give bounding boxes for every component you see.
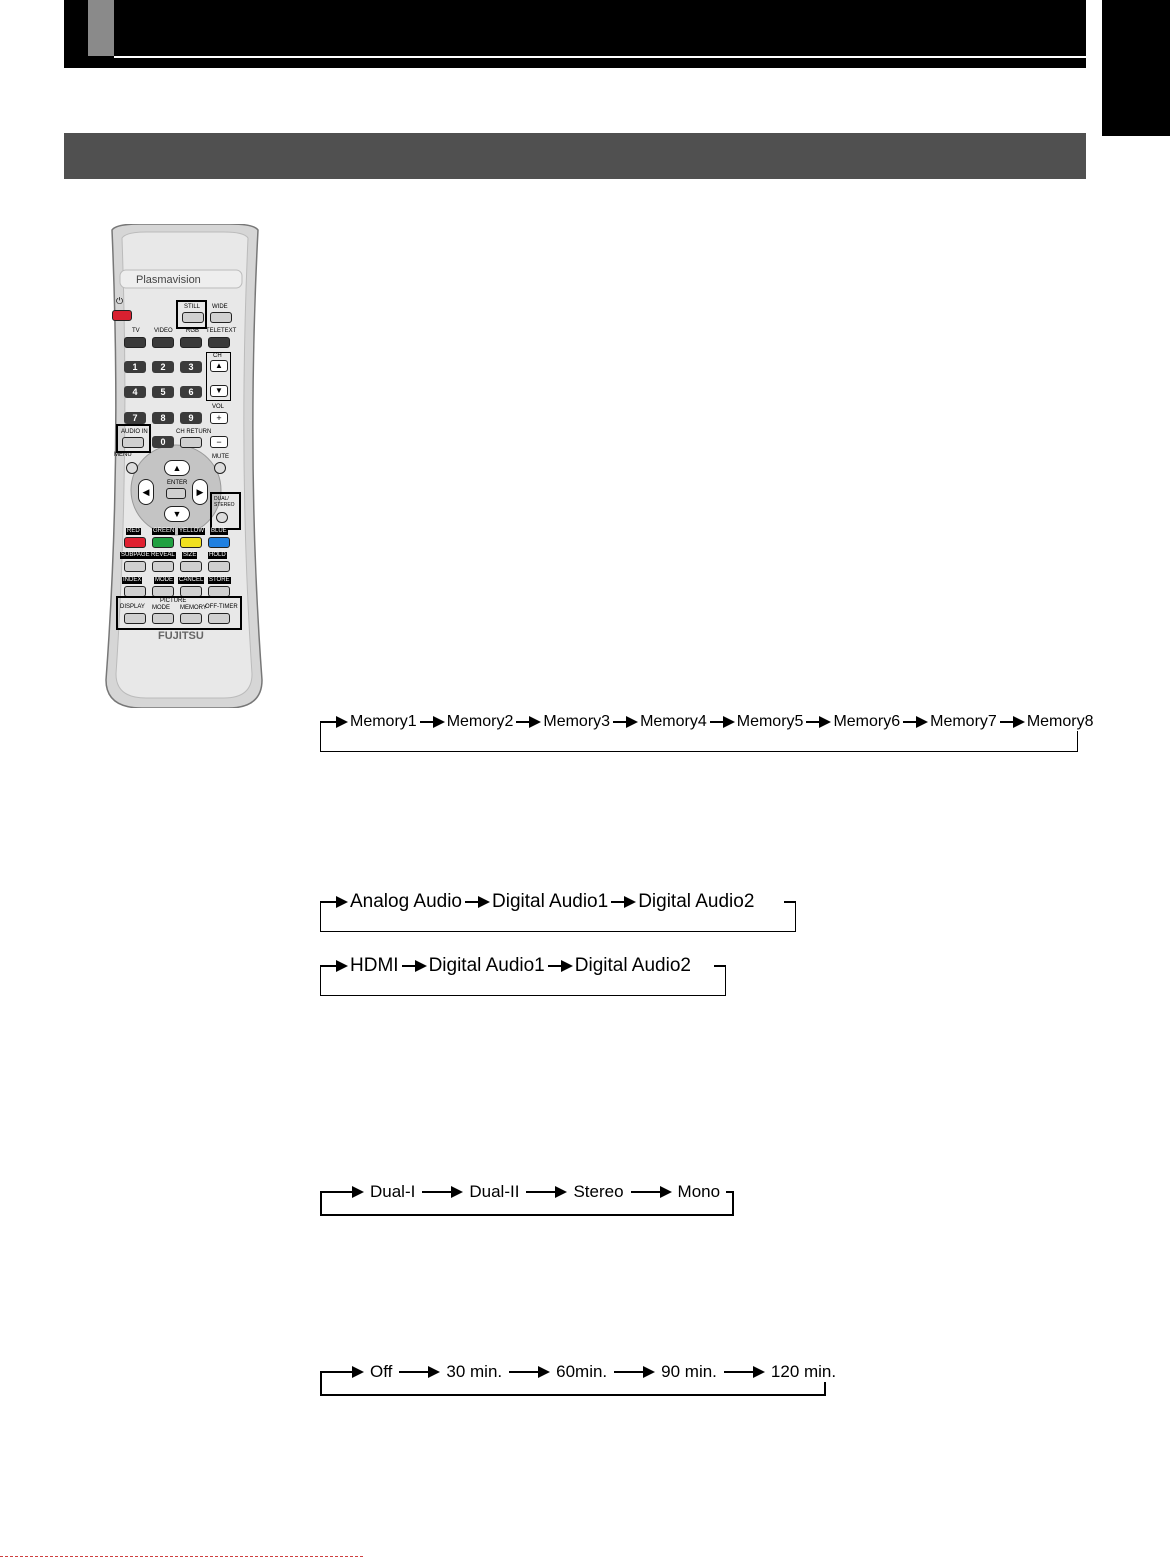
still-label: STILL xyxy=(184,304,201,310)
teletext-button[interactable] xyxy=(208,337,230,348)
arrow-icon xyxy=(610,892,636,912)
menu-button[interactable] xyxy=(126,462,138,474)
hold-label: HOLD xyxy=(209,552,226,558)
num-3-button[interactable]: 3 xyxy=(180,361,202,373)
store-label: STORE xyxy=(209,577,230,583)
memory-3: Memory3 xyxy=(543,713,611,730)
arrow-icon xyxy=(421,1182,463,1202)
wide-button[interactable] xyxy=(210,312,232,323)
num-0-button[interactable]: 0 xyxy=(152,436,174,448)
arrow-icon xyxy=(322,1182,364,1202)
picture-memory-button[interactable] xyxy=(180,613,202,624)
picture-mode-button[interactable] xyxy=(152,613,174,624)
arrow-icon xyxy=(401,956,427,976)
up-arrow-button[interactable]: ▲ xyxy=(164,460,190,476)
hold-button[interactable] xyxy=(208,561,230,572)
digital-audio-1: Digital Audio1 xyxy=(492,891,609,912)
analog-audio: Analog Audio xyxy=(350,891,462,912)
header-accent-tab xyxy=(88,0,114,56)
memory-1: Memory1 xyxy=(350,713,417,730)
arrow-icon xyxy=(805,712,831,732)
dual-stereo-label: DUAL/ STEREO xyxy=(214,496,235,508)
picture-label: PICTURE xyxy=(160,598,187,604)
brand-fujitsu: FUJITSU xyxy=(158,630,204,642)
stereo: Stereo xyxy=(567,1182,629,1202)
size-button[interactable] xyxy=(180,561,202,572)
teletext-label: TELETEXT xyxy=(206,328,237,334)
yellow-label: YELLOW xyxy=(179,528,205,534)
arrow-icon xyxy=(525,1182,567,1202)
down-arrow-button[interactable]: ▼ xyxy=(164,506,190,522)
green-label: GREEN xyxy=(153,528,175,534)
memory-6: Memory6 xyxy=(833,713,901,730)
num-2-button[interactable]: 2 xyxy=(152,361,174,373)
arrow-icon xyxy=(508,1362,550,1382)
arrow-icon xyxy=(547,956,573,976)
rgb-button[interactable] xyxy=(180,337,202,348)
timer-60: 60min. xyxy=(550,1362,613,1382)
dual-stereo-sequence xyxy=(320,1182,734,1216)
num-8-button[interactable]: 8 xyxy=(152,412,174,424)
vol-up-button[interactable]: + xyxy=(210,412,228,424)
subpage-button[interactable] xyxy=(124,561,146,572)
enter-label: ENTER xyxy=(167,480,188,486)
cancel-label: CANCEL xyxy=(179,577,204,583)
arrow-icon xyxy=(322,712,348,732)
num-9-button[interactable]: 9 xyxy=(180,412,202,424)
picture-memory-sequence xyxy=(320,712,1094,752)
footer-dashed-line xyxy=(0,1556,363,1557)
right-arrow-button[interactable]: ▶ xyxy=(192,479,208,505)
mute-button[interactable] xyxy=(214,462,226,474)
arrow-icon xyxy=(630,1182,672,1202)
wide-label: WIDE xyxy=(212,304,228,310)
arrow-icon xyxy=(613,1362,655,1382)
display-button[interactable] xyxy=(124,613,146,624)
num-5-button[interactable]: 5 xyxy=(152,386,174,398)
picture-mode-label: MODE xyxy=(152,605,170,611)
memory-7: Memory7 xyxy=(930,713,997,730)
menu-label: MENU xyxy=(114,452,132,458)
brand-plasmavision: Plasmavision xyxy=(136,274,201,286)
blue-label: BLUE xyxy=(211,528,227,534)
hdmi: HDMI xyxy=(350,955,399,976)
mute-label: MUTE xyxy=(212,454,229,460)
timer-30: 30 min. xyxy=(440,1362,508,1382)
num-6-button[interactable]: 6 xyxy=(180,386,202,398)
audio-in-label: AUDIO IN xyxy=(121,429,148,435)
arrow-icon xyxy=(322,892,348,912)
audio-input-sequence-hdmi xyxy=(320,956,726,996)
arrow-icon xyxy=(464,892,490,912)
ch-up-button[interactable]: ▲ xyxy=(210,360,228,372)
mono: Mono xyxy=(672,1182,727,1202)
section-title-bar xyxy=(64,133,1086,179)
arrow-icon xyxy=(612,712,638,732)
dual-i: Dual-I xyxy=(364,1182,421,1202)
timer-120: 120 min. xyxy=(765,1362,842,1382)
digital-audio-2: Digital Audio2 xyxy=(574,955,691,976)
arrow-icon xyxy=(322,956,348,976)
audio-in-button[interactable] xyxy=(122,437,144,448)
ch-label: CH xyxy=(213,353,222,359)
arrow-icon xyxy=(398,1362,440,1382)
header-rule xyxy=(114,56,1086,58)
video-label: VIDEO xyxy=(154,328,173,334)
off-timer-label: OFF-TIMER xyxy=(205,604,238,610)
tv-label: TV xyxy=(132,328,140,334)
vol-label: VOL xyxy=(212,404,225,410)
arrow-icon xyxy=(709,712,735,732)
red-label: RED xyxy=(127,528,140,534)
subpage-label: SUBPAGE xyxy=(121,552,150,558)
left-arrow-button[interactable]: ◀ xyxy=(138,479,154,505)
rgb-label: RGB xyxy=(186,328,200,334)
num-1-button[interactable]: 1 xyxy=(124,361,146,373)
green-button[interactable] xyxy=(152,537,174,548)
ch-return-button[interactable] xyxy=(180,437,202,448)
dual-ii: Dual-II xyxy=(463,1182,525,1202)
mode-label: MODE xyxy=(155,577,173,583)
side-thumb-tab xyxy=(1102,0,1170,136)
ch-return-label: CH RETURN xyxy=(176,429,212,435)
red-button[interactable] xyxy=(124,537,146,548)
arrow-icon xyxy=(419,712,445,732)
memory-8: Memory8 xyxy=(1026,713,1094,730)
memory-2: Memory2 xyxy=(446,713,514,730)
reveal-label: REVEAL xyxy=(151,552,175,558)
index-label: INDEX xyxy=(123,577,142,583)
dual-stereo-button[interactable] xyxy=(216,512,228,523)
off-timer-sequence xyxy=(320,1362,837,1396)
blue-button[interactable] xyxy=(208,537,230,548)
power-button[interactable] xyxy=(112,310,132,321)
ch-down-button[interactable]: ▼ xyxy=(210,385,228,397)
arrow-icon xyxy=(999,712,1025,732)
digital-audio-1: Digital Audio1 xyxy=(428,955,545,976)
audio-input-sequence-analog xyxy=(320,892,796,932)
size-label: SIZE xyxy=(183,552,197,558)
num-7-button[interactable]: 7 xyxy=(124,412,146,424)
memory-4: Memory4 xyxy=(640,713,707,730)
arrow-icon xyxy=(723,1362,765,1382)
digital-audio-2: Digital Audio2 xyxy=(638,891,755,912)
arrow-icon xyxy=(322,1362,364,1382)
picture-memory-label: MEMORY xyxy=(180,605,207,611)
arrow-icon xyxy=(902,712,928,732)
timer-off: Off xyxy=(364,1362,398,1382)
video-button[interactable] xyxy=(152,337,174,348)
remote-control-illustration xyxy=(96,224,274,708)
display-label: DISPLAY xyxy=(120,604,145,610)
yellow-button[interactable] xyxy=(180,537,202,548)
timer-90: 90 min. xyxy=(655,1362,723,1382)
arrow-icon xyxy=(515,712,541,732)
power-icon: ⏻ xyxy=(116,296,124,306)
enter-button[interactable] xyxy=(166,488,186,499)
tv-button[interactable] xyxy=(124,337,146,348)
num-4-button[interactable]: 4 xyxy=(124,386,146,398)
still-highlight xyxy=(176,300,207,329)
off-timer-button[interactable] xyxy=(208,613,230,624)
reveal-button[interactable] xyxy=(152,561,174,572)
vol-down-button[interactable]: − xyxy=(210,436,228,448)
memory-5: Memory5 xyxy=(736,713,804,730)
